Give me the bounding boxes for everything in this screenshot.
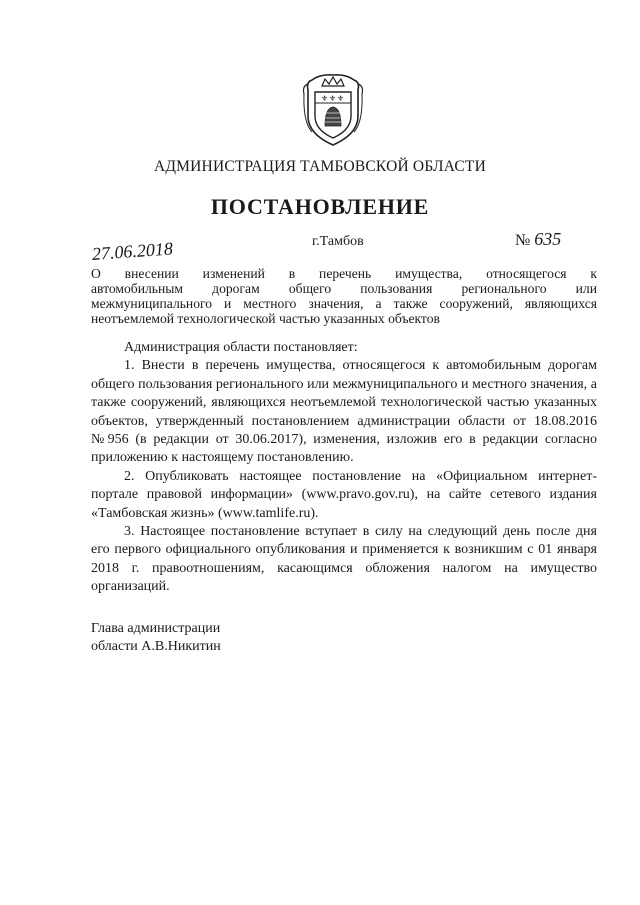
organization-name: АДМИНИСТРАЦИЯ ТАМБОВСКОЙ ОБЛАСТИ bbox=[154, 158, 486, 175]
subject-line: неотъемлемой технологической частью указанных объектов bbox=[91, 311, 440, 326]
coat-of-arms-emblem bbox=[300, 72, 366, 148]
signature-name: области А.В.Никитин bbox=[91, 638, 221, 654]
number-label: № bbox=[515, 232, 531, 249]
document-subject bbox=[91, 266, 597, 326]
document-date: 27.06.2018 bbox=[91, 238, 174, 264]
document-number bbox=[515, 229, 561, 250]
body-item-1: 1. Внести в перечень имущества, относящегося к автомобильным дорогам общего пользования регионального или межмуниципального и местного значения, а также сооружений, являющихся неотъемлемой технологической частью указанных объектов, утвержденный постановлением администрации области от 18.08.2016 №956 (в редакции от 30.06.2017), изменения, изложив его в редакции согласно приложению к настоящему постановлению. bbox=[91, 358, 597, 466]
subject-line: О внесении изменений в перечень имущества, относящегося к bbox=[91, 266, 597, 281]
subject-line: межмуниципального и местного значения, а также сооружений, являющихся bbox=[91, 296, 597, 311]
subject-line: автомобильным дорогам общего пользования регионального или bbox=[91, 281, 597, 296]
body-item-2: 2. Опубликовать настоящее постановление на «Официальном интернет-портале правовой информации» (www.pravo.gov.ru), на сайте сетевого издания «Тамбовская жизнь» (www.tamlife.ru). bbox=[91, 468, 597, 521]
signature-title: Глава администрации bbox=[91, 621, 221, 636]
body-intro: Администрация области постановляет: bbox=[124, 340, 358, 355]
signature-block bbox=[91, 620, 221, 655]
document-body bbox=[91, 339, 597, 597]
svg-text:⚜: ⚜ bbox=[321, 94, 329, 103]
svg-text:⚜: ⚜ bbox=[337, 94, 345, 103]
svg-text:⚜: ⚜ bbox=[329, 94, 337, 103]
document-city: г.Тамбов bbox=[312, 234, 364, 249]
body-item-3: 3. Настоящее постановление вступает в силу на следующий день после дня его первого официального опубликования и применяется к возникшим с 01 января 2018 г. правоотношениям, касающимся обложения налогом на имущество организаций. bbox=[91, 524, 597, 595]
document-type-title: ПОСТАНОВЛЕНИЕ bbox=[210, 194, 430, 219]
number-value: 635 bbox=[534, 229, 562, 249]
